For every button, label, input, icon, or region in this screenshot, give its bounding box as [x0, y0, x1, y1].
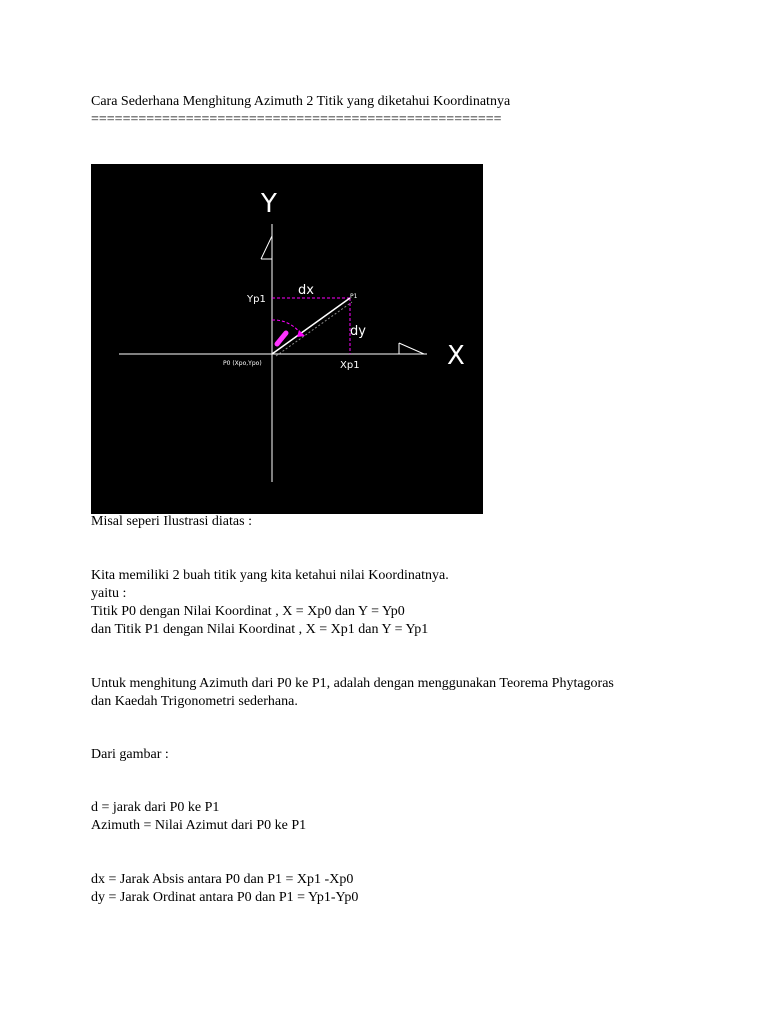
- yp1-label: Yp1: [247, 294, 266, 305]
- figure-caption: Misal seperi Ilustrasi diatas :: [91, 514, 252, 529]
- y-axis-label: Y: [261, 189, 277, 219]
- xp1-label: Xp1: [340, 360, 360, 371]
- paragraph-1-line-4: dan Titik P1 dengan Nilai Koordinat , X = Xp1 dan Y = Yp1: [91, 622, 429, 637]
- dx-label: dx: [298, 283, 314, 298]
- p0-label: P0 (Xpo,Ypo): [223, 360, 262, 367]
- x-axis-label: X: [447, 341, 465, 371]
- paragraph-1-line-3: Titik P0 dengan Nilai Koordinat , X = Xp0 dan Y = Yp0: [91, 604, 405, 619]
- definition-dy: dy = Jarak Ordinat antara P0 dan P1 = Yp1-Yp0: [91, 890, 359, 905]
- definition-dx: dx = Jarak Absis antara P0 dan P1 = Xp1 -Xp0: [91, 872, 354, 887]
- azimuth-illustration: [91, 164, 483, 514]
- paragraph-1-line-2: yaitu :: [91, 586, 127, 601]
- title-underline: ====================================================: [91, 112, 502, 127]
- p1-label: P1: [350, 293, 358, 300]
- paragraph-3: Dari gambar :: [91, 747, 169, 762]
- paragraph-2-line-2: dan Kaedah Trigonometri sederhana.: [91, 694, 298, 709]
- definition-distance: d = jarak dari P0 ke P1: [91, 800, 220, 815]
- document-title: Cara Sederhana Menghitung Azimuth 2 Titik yang diketahui Koordinatnya: [91, 94, 511, 109]
- dy-label: dy: [350, 324, 366, 339]
- definition-azimuth: Azimuth = Nilai Azimut dari P0 ke P1: [91, 818, 307, 833]
- paragraph-1-line-1: Kita memiliki 2 buah titik yang kita ketahui nilai Koordinatnya.: [91, 568, 449, 583]
- figure-background: [91, 164, 483, 514]
- paragraph-2-line-1: Untuk menghitung Azimuth dari P0 ke P1, adalah dengan menggunakan Teorema Phytagoras: [91, 676, 614, 691]
